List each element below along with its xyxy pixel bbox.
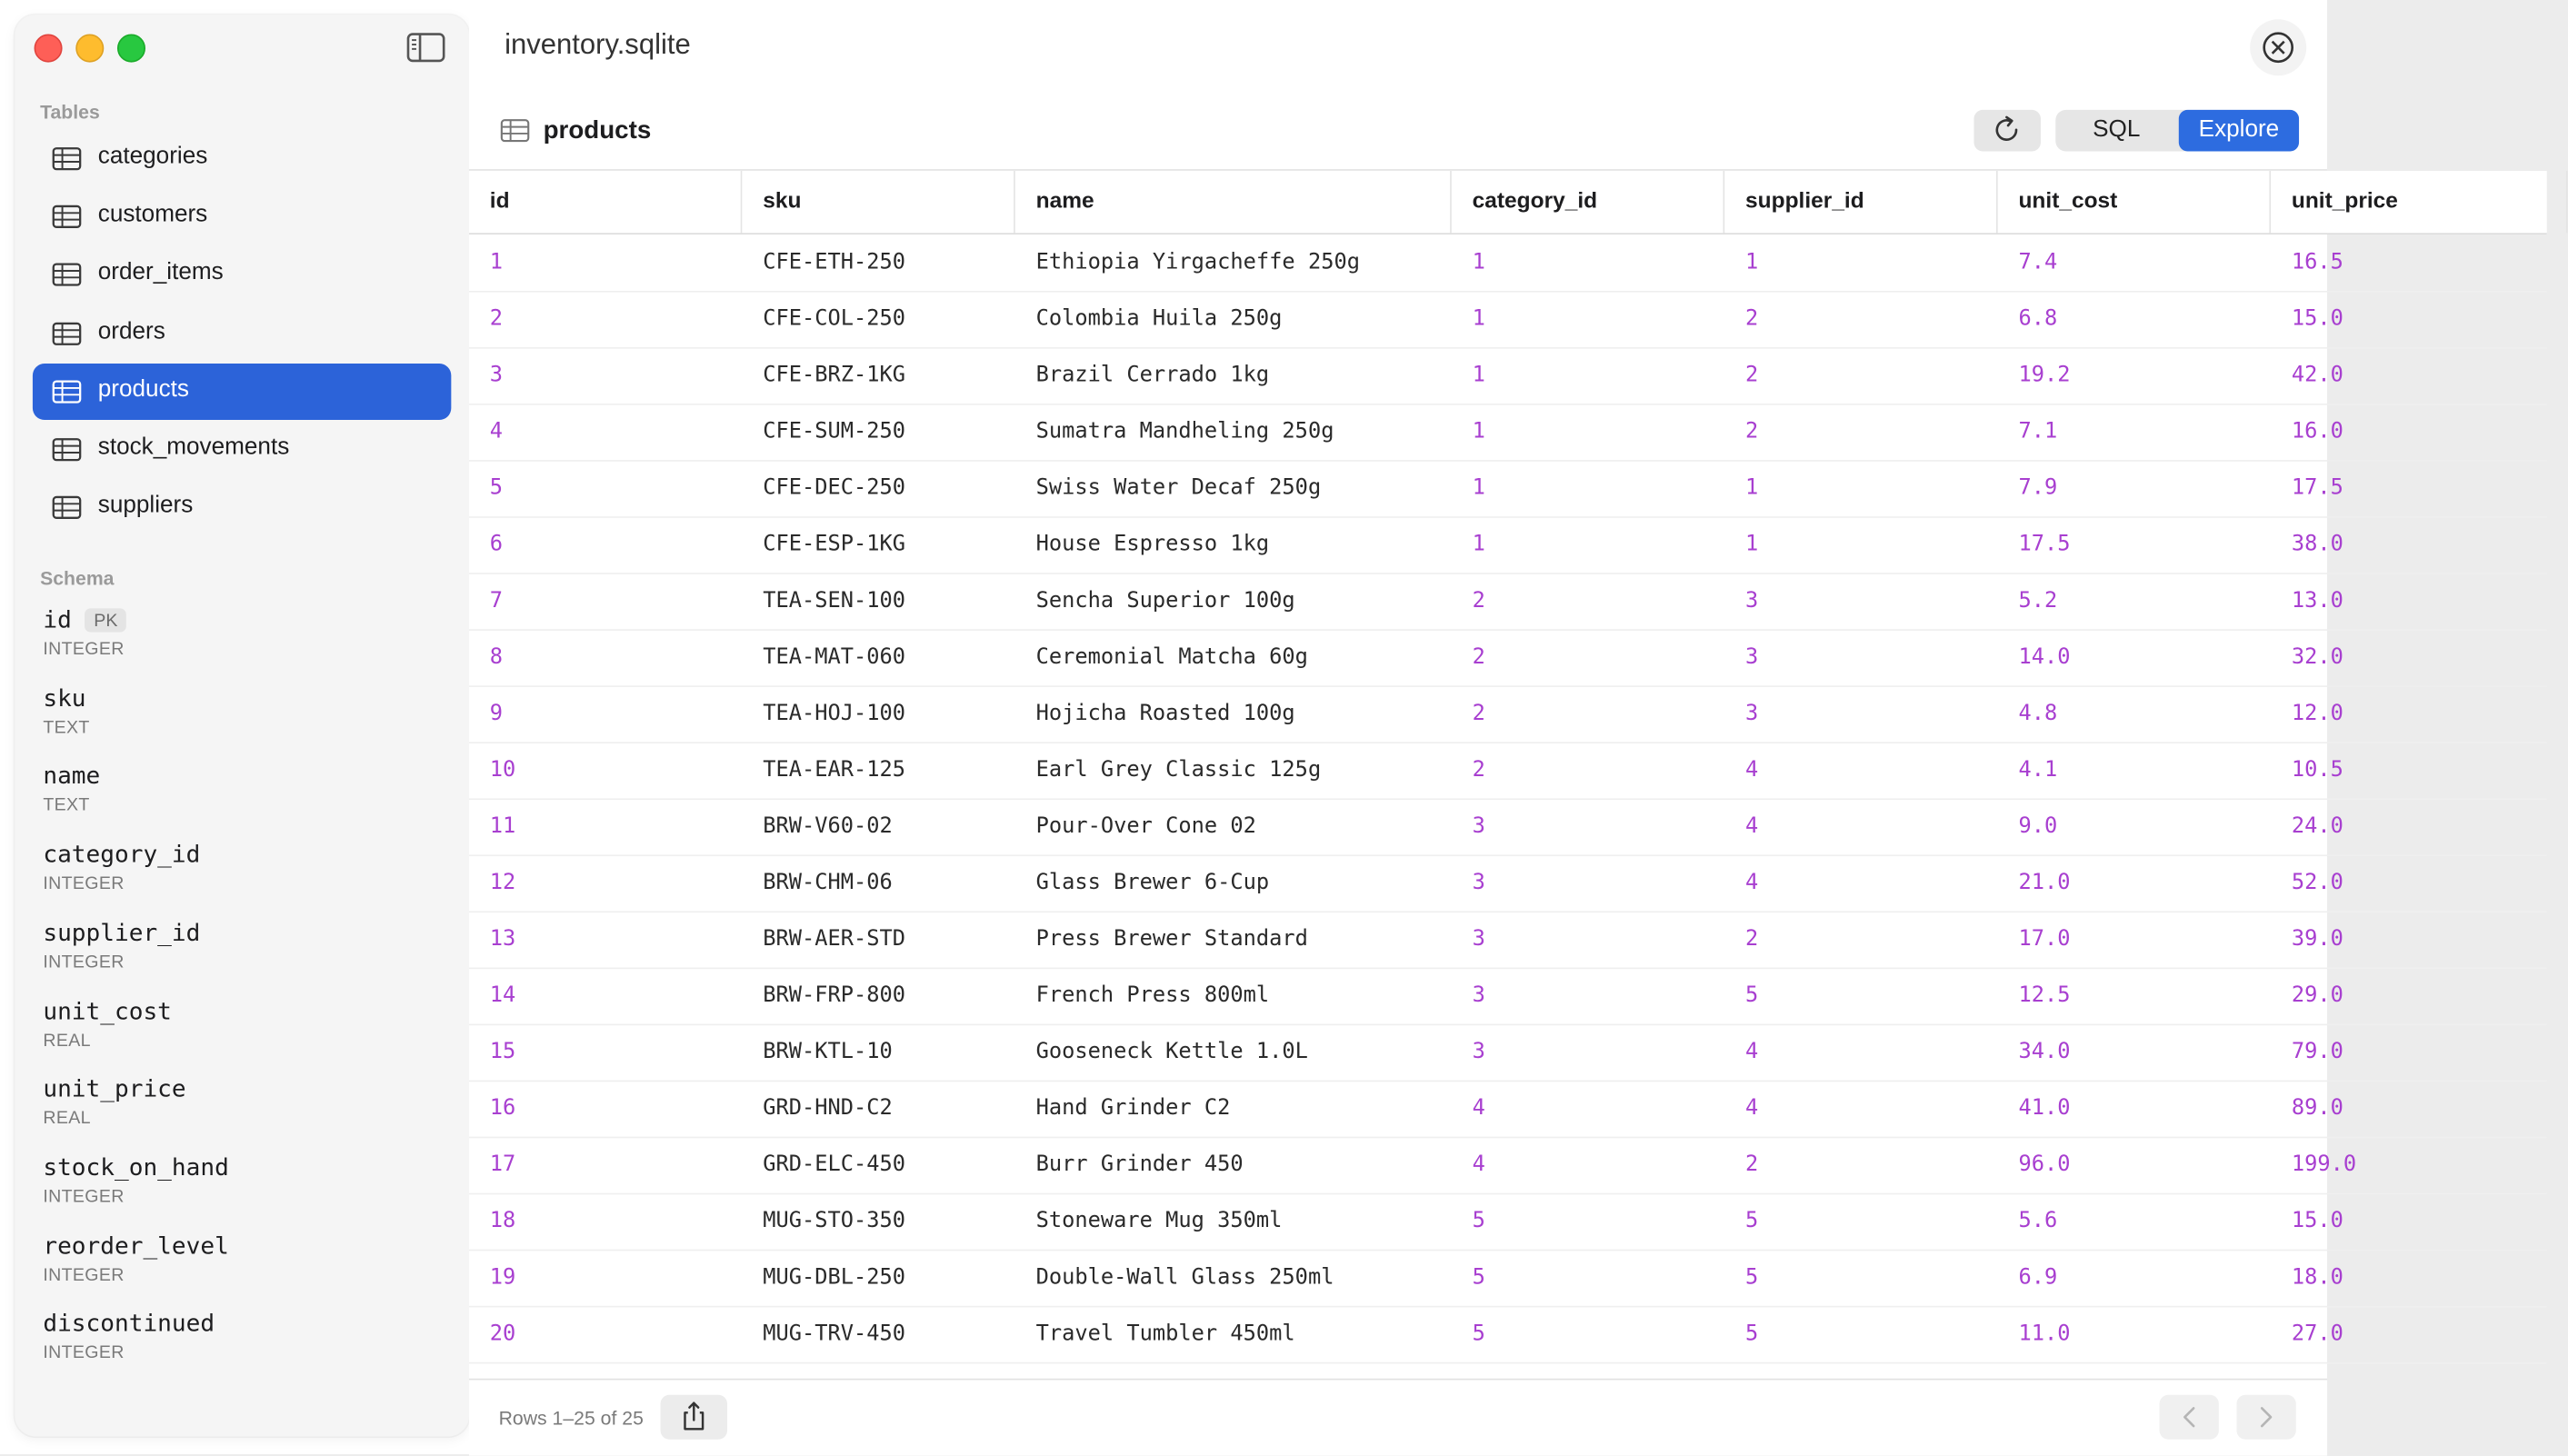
table-row[interactable]: [469, 516, 2547, 574]
cell-unit-cost[interactable]: 11.0: [2018, 1321, 2071, 1346]
cell-unit-price[interactable]: 10.5: [2291, 758, 2343, 783]
cell-id[interactable]: 11: [489, 814, 516, 839]
cell-sku[interactable]: BRW-CHM-06: [763, 871, 893, 895]
schema-column-category-id: [43, 840, 200, 893]
schema-column-name: sku: [43, 683, 86, 713]
cell-id[interactable]: 9: [489, 702, 504, 726]
cell-supplier-id[interactable]: 4: [1745, 758, 1759, 783]
cell-sku[interactable]: MUG-DBL-250: [763, 1265, 905, 1290]
cell-unit-cost[interactable]: 5.6: [2018, 1209, 2058, 1233]
cell-name[interactable]: Gooseneck Kettle 1.0L: [1035, 1040, 1308, 1064]
table-row[interactable]: [469, 742, 2547, 800]
cell-name[interactable]: Colombia Huila 250g: [1035, 306, 1283, 332]
rows-info: Rows 1–25 of 25: [498, 1406, 644, 1430]
schema-column-stock-on-hand: [43, 1152, 228, 1206]
refresh-icon: [1973, 110, 2040, 152]
cell-unit-cost[interactable]: 5.2: [2018, 589, 2058, 613]
sidebar-item-orders[interactable]: [33, 305, 451, 362]
sidebar-item-label: customers: [97, 202, 208, 228]
cell-unit-price[interactable]: 89.0: [2291, 1096, 2343, 1121]
schema-column-type: INTEGER: [43, 1341, 125, 1363]
cell-unit-cost[interactable]: 14.0: [2018, 645, 2071, 670]
schema-column-name: supplier_id: [43, 918, 201, 947]
table-row[interactable]: [469, 798, 2547, 856]
cell-unit-price[interactable]: 199.0: [2291, 1152, 2357, 1177]
cell-unit-price[interactable]: 18.0: [2291, 1265, 2343, 1290]
cell-name[interactable]: Hand Grinder C2: [1035, 1096, 1231, 1121]
tables-section-label: Tables: [40, 101, 100, 124]
cell-supplier-id[interactable]: 1: [1745, 250, 1759, 275]
column-header-supplier-id[interactable]: supplier_id: [1724, 171, 1997, 234]
footer-bar: [469, 1379, 2327, 1456]
schema-section-label: Schema: [40, 566, 115, 590]
cell-unit-price[interactable]: 79.0: [2291, 1040, 2343, 1064]
schema-column-type: REAL: [43, 1107, 91, 1129]
cell-unit-cost[interactable]: 9.0: [2018, 814, 2058, 839]
schema-column-reorder-level: [43, 1231, 228, 1284]
cell-id[interactable]: 6: [489, 533, 504, 557]
schema-column-type: TEXT: [43, 794, 90, 815]
cell-name[interactable]: Sencha Superior 100g: [1035, 589, 1295, 613]
cell-category-id[interactable]: 2: [1472, 702, 1485, 726]
cell-name[interactable]: Ethiopia Yirgacheffe 250g: [1035, 250, 1360, 275]
cell-id[interactable]: 8: [489, 645, 504, 670]
cell-supplier-id[interactable]: 5: [1745, 1321, 1759, 1346]
cell-unit-price[interactable]: 38.0: [2291, 533, 2343, 557]
cell-supplier-id[interactable]: 2: [1745, 364, 1759, 388]
cell-id[interactable]: 14: [489, 983, 516, 1008]
cell-name[interactable]: Travel Tumbler 450ml: [1035, 1321, 1295, 1346]
cell-name[interactable]: Hojicha Roasted 100g: [1035, 702, 1295, 726]
cell-sku[interactable]: CFE-SUM-250: [763, 420, 905, 444]
cell-id[interactable]: 19: [489, 1265, 516, 1290]
mode-segmented-control: [2055, 110, 2299, 152]
cell-unit-price[interactable]: 24.0: [2291, 814, 2343, 839]
schema-column-name: [43, 762, 100, 815]
sql-mode-button[interactable]: SQL: [2093, 116, 2141, 143]
close-window-button[interactable]: [35, 35, 63, 63]
table-row[interactable]: [469, 573, 2547, 631]
schema-column-type: INTEGER: [43, 1185, 125, 1207]
table-row[interactable]: [469, 460, 2547, 518]
schema-column-type: REAL: [43, 1029, 91, 1051]
schema-column-name: category_id: [43, 840, 201, 869]
cell-sku[interactable]: TEA-HOJ-100: [763, 702, 905, 726]
cell-unit-price[interactable]: 29.0: [2291, 983, 2343, 1008]
cell-unit-cost[interactable]: 7.4: [2018, 250, 2058, 275]
sidebar-item-products[interactable]: [33, 364, 451, 420]
cell-category-id[interactable]: 4: [1472, 1152, 1485, 1177]
close-icon[interactable]: [2250, 19, 2306, 75]
cell-unit-cost[interactable]: 17.5: [2018, 533, 2071, 557]
cell-supplier-id[interactable]: 5: [1745, 983, 1759, 1008]
cell-unit-price[interactable]: 16.5: [2291, 250, 2343, 275]
cell-category-id[interactable]: 2: [1472, 589, 1485, 613]
cell-name[interactable]: French Press 800ml: [1035, 983, 1270, 1008]
sidebar-item-label: categories: [97, 144, 208, 170]
schema-column-sku: [43, 683, 89, 737]
table-row[interactable]: [469, 1193, 2547, 1252]
cell-category-id[interactable]: 5: [1472, 1321, 1485, 1346]
cell-unit-price[interactable]: 12.0: [2291, 702, 2343, 726]
cell-unit-cost[interactable]: 6.8: [2018, 306, 2058, 332]
cell-sku[interactable]: CFE-DEC-250: [763, 476, 905, 501]
table-row[interactable]: [469, 347, 2547, 405]
table-row[interactable]: [469, 629, 2547, 687]
sidebar-item-suppliers[interactable]: [33, 480, 451, 536]
cell-category-id[interactable]: 1: [1472, 533, 1485, 557]
table-row[interactable]: [469, 685, 2547, 743]
cell-supplier-id[interactable]: 5: [1745, 1209, 1759, 1233]
main-panel: [469, 0, 2398, 1454]
schema-column-type: INTEGER: [43, 873, 125, 894]
cell-sku[interactable]: TEA-MAT-060: [763, 645, 905, 670]
cell-name[interactable]: Swiss Water Decaf 250g: [1035, 476, 1322, 501]
schema-column-supplier-id: [43, 918, 200, 972]
schema-column-id: [43, 605, 126, 659]
cell-sku[interactable]: BRW-AER-STD: [763, 927, 905, 952]
schema-column-name: unit_cost: [43, 996, 172, 1025]
export-button[interactable]: [661, 1395, 727, 1440]
sidebar-item-label: products: [97, 376, 189, 403]
sidebar-item-label: order_items: [97, 260, 224, 286]
next-page-button[interactable]: [2236, 1395, 2295, 1440]
sidebar-item-customers[interactable]: [33, 189, 451, 245]
cell-sku[interactable]: GRD-HND-C2: [763, 1096, 893, 1121]
cell-supplier-id[interactable]: 2: [1745, 927, 1759, 952]
schema-column-name: id: [43, 605, 72, 634]
cell-unit-cost[interactable]: 21.0: [2018, 871, 2071, 895]
table-icon: [500, 119, 530, 143]
cell-category-id[interactable]: 3: [1472, 983, 1485, 1008]
cell-category-id[interactable]: 4: [1472, 1096, 1485, 1121]
cell-unit-price[interactable]: 27.0: [2291, 1321, 2343, 1346]
table-row[interactable]: [469, 968, 2547, 1026]
cell-unit-price[interactable]: 42.0: [2291, 364, 2343, 388]
table-row[interactable]: [469, 1081, 2547, 1139]
table-icon: [52, 205, 82, 229]
table-icon: [52, 438, 82, 462]
cell-id[interactable]: 20: [489, 1321, 516, 1346]
cell-sku[interactable]: CFE-ESP-1KG: [763, 533, 905, 557]
cell-supplier-id[interactable]: 1: [1745, 533, 1759, 557]
cell-supplier-id[interactable]: 2: [1745, 306, 1759, 332]
chevron-right-icon: [2236, 1395, 2295, 1440]
cell-unit-cost[interactable]: 34.0: [2018, 1040, 2071, 1064]
schema-column-unit-price: [43, 1074, 185, 1128]
table-row[interactable]: [469, 291, 2547, 349]
cell-unit-price[interactable]: 32.0: [2291, 645, 2343, 670]
sidebar-item-label: suppliers: [97, 493, 194, 519]
zoom-window-button[interactable]: [117, 35, 145, 63]
cell-supplier-id[interactable]: 4: [1745, 1096, 1759, 1121]
cell-name[interactable]: Earl Grey Classic 125g: [1035, 758, 1322, 783]
cell-sku[interactable]: TEA-SEN-100: [763, 589, 905, 613]
cell-unit-cost[interactable]: 96.0: [2018, 1152, 2071, 1177]
schema-column-type: INTEGER: [43, 1263, 125, 1285]
sidebar-item-categories[interactable]: [33, 131, 451, 187]
cell-sku[interactable]: BRW-KTL-10: [763, 1040, 893, 1064]
cell-name[interactable]: Pour-Over Cone 02: [1035, 814, 1256, 839]
cell-category-id[interactable]: 1: [1472, 420, 1485, 444]
schema-column-name: name: [43, 762, 101, 791]
table-row[interactable]: [469, 1024, 2547, 1082]
cell-name[interactable]: Ceremonial Matcha 60g: [1035, 645, 1308, 670]
cell-category-id[interactable]: 1: [1472, 306, 1485, 332]
cell-category-id[interactable]: 2: [1472, 758, 1485, 783]
cell-category-id[interactable]: 3: [1472, 927, 1485, 952]
column-header-id[interactable]: id: [469, 171, 742, 234]
cell-category-id[interactable]: 3: [1472, 871, 1485, 895]
cell-sku[interactable]: CFE-BRZ-1KG: [763, 364, 905, 388]
cell-sku[interactable]: MUG-TRV-450: [763, 1321, 905, 1346]
cell-id[interactable]: 18: [489, 1209, 516, 1233]
cell-category-id[interactable]: 2: [1472, 645, 1485, 670]
cell-id[interactable]: 13: [489, 927, 516, 952]
schema-column-type: TEXT: [43, 716, 90, 737]
cell-supplier-id[interactable]: 1: [1745, 476, 1759, 501]
table-icon: [52, 380, 82, 404]
table-row[interactable]: [469, 1137, 2547, 1195]
cell-name[interactable]: Press Brewer Standard: [1035, 927, 1308, 952]
current-table-name: products: [543, 115, 652, 145]
cell-id[interactable]: 17: [489, 1152, 516, 1177]
table-row[interactable]: [469, 1306, 2547, 1364]
cell-unit-cost[interactable]: 6.9: [2018, 1265, 2058, 1290]
cell-id[interactable]: 12: [489, 871, 516, 895]
cell-id[interactable]: 2: [489, 306, 504, 332]
cell-unit-price[interactable]: 17.5: [2291, 476, 2343, 501]
cell-unit-price[interactable]: 39.0: [2291, 927, 2343, 952]
previous-page-button[interactable]: [2160, 1395, 2219, 1440]
cell-name[interactable]: Glass Brewer 6-Cup: [1035, 871, 1270, 895]
cell-supplier-id[interactable]: 4: [1745, 1040, 1759, 1064]
schema-column-discontinued: [43, 1310, 215, 1363]
column-header-sku[interactable]: sku: [742, 171, 1014, 234]
cell-unit-cost[interactable]: 7.1: [2018, 420, 2058, 444]
table-row[interactable]: [469, 234, 2547, 293]
cell-supplier-id[interactable]: 2: [1745, 1152, 1759, 1177]
table-row[interactable]: [469, 1250, 2547, 1308]
cell-unit-price[interactable]: 15.0: [2291, 306, 2343, 332]
schema-column-name: discontinued: [43, 1309, 215, 1338]
cell-sku[interactable]: MUG-STO-350: [763, 1209, 905, 1233]
cell-unit-cost[interactable]: 19.2: [2018, 364, 2071, 388]
sidebar-item-label: stock_movements: [97, 434, 290, 461]
cell-supplier-id[interactable]: 3: [1745, 589, 1759, 613]
cell-unit-price[interactable]: 13.0: [2291, 589, 2343, 613]
refresh-button[interactable]: [1973, 110, 2040, 152]
cell-supplier-id[interactable]: 4: [1745, 814, 1759, 839]
cell-category-id[interactable]: 1: [1472, 476, 1485, 501]
table-icon: [52, 496, 82, 520]
column-header-name[interactable]: name: [1015, 171, 1452, 234]
cell-id[interactable]: 7: [489, 589, 504, 613]
cell-name[interactable]: Burr Grinder 450: [1035, 1152, 1244, 1177]
cell-unit-cost[interactable]: 4.1: [2018, 758, 2058, 783]
schema-column-name: reorder_level: [43, 1231, 229, 1260]
schema-column-type: INTEGER: [43, 951, 125, 972]
schema-column-type: INTEGER: [43, 638, 125, 659]
cell-name[interactable]: Brazil Cerrado 1kg: [1035, 364, 1270, 388]
explore-mode-button[interactable]: Explore: [2179, 110, 2299, 152]
cell-id[interactable]: 16: [489, 1096, 516, 1121]
table-row[interactable]: [469, 911, 2547, 969]
cell-sku[interactable]: TEA-EAR-125: [763, 758, 905, 783]
data-grid[interactable]: [469, 169, 2398, 1380]
cell-unit-cost[interactable]: 12.5: [2018, 983, 2071, 1008]
cell-unit-price[interactable]: 52.0: [2291, 871, 2343, 895]
sidebar-item-label: orders: [97, 318, 165, 344]
cell-supplier-id[interactable]: 4: [1745, 871, 1759, 895]
share-icon: [661, 1395, 727, 1440]
chevron-left-icon: [2160, 1395, 2219, 1440]
cell-unit-cost[interactable]: 17.0: [2018, 927, 2071, 952]
sidebar-item-order-items[interactable]: [33, 247, 451, 304]
table-icon: [52, 264, 82, 287]
schema-column-name: unit_price: [43, 1074, 186, 1103]
sidebar: [15, 15, 469, 1436]
cell-id[interactable]: 10: [489, 758, 516, 783]
cell-supplier-id[interactable]: 3: [1745, 702, 1759, 726]
cell-id[interactable]: 4: [489, 420, 504, 444]
cell-unit-cost[interactable]: 4.8: [2018, 702, 2058, 726]
cell-supplier-id[interactable]: 5: [1745, 1265, 1759, 1290]
minimize-window-button[interactable]: [75, 35, 104, 63]
cell-category-id[interactable]: 1: [1472, 250, 1485, 275]
cell-name[interactable]: Sumatra Mandheling 250g: [1035, 420, 1334, 444]
cell-id[interactable]: 5: [489, 476, 504, 501]
table-row[interactable]: [469, 854, 2547, 912]
cell-sku[interactable]: CFE-COL-250: [763, 306, 905, 332]
table-icon: [52, 147, 82, 171]
cell-supplier-id[interactable]: 3: [1745, 645, 1759, 670]
primary-key-badge: PK: [85, 608, 126, 632]
cell-unit-cost[interactable]: 7.9: [2018, 476, 2058, 501]
cell-unit-cost[interactable]: 41.0: [2018, 1096, 2071, 1121]
sidebar-item-stock-movements[interactable]: [33, 422, 451, 478]
cell-id[interactable]: 15: [489, 1040, 516, 1064]
cell-name[interactable]: House Espresso 1kg: [1035, 533, 1270, 557]
cell-sku[interactable]: BRW-FRP-800: [763, 983, 905, 1008]
schema-column-unit-cost: [43, 996, 172, 1050]
cell-unit-price[interactable]: 15.0: [2291, 1209, 2343, 1233]
cell-name[interactable]: Double-Wall Glass 250ml: [1035, 1265, 1334, 1290]
cell-category-id[interactable]: 5: [1472, 1265, 1485, 1290]
cell-id[interactable]: 3: [489, 364, 504, 388]
cell-unit-price[interactable]: 16.0: [2291, 420, 2343, 444]
sidebar-toggle-icon[interactable]: [406, 33, 445, 63]
schema-column-name: stock_on_hand: [43, 1152, 229, 1182]
column-header-unit-cost[interactable]: unit_cost: [1998, 171, 2271, 234]
cell-name[interactable]: Stoneware Mug 350ml: [1035, 1209, 1283, 1233]
grid-header: [469, 171, 2547, 234]
column-header-unit-price[interactable]: unit_price: [2271, 171, 2568, 234]
cell-sku[interactable]: GRD-ELC-450: [763, 1152, 905, 1177]
cell-category-id[interactable]: 3: [1472, 814, 1485, 839]
cell-category-id[interactable]: 5: [1472, 1209, 1485, 1233]
cell-id[interactable]: 1: [489, 250, 504, 275]
cell-sku[interactable]: CFE-ETH-250: [763, 250, 905, 275]
cell-category-id[interactable]: 1: [1472, 364, 1485, 388]
table-icon: [52, 322, 82, 345]
cell-sku[interactable]: BRW-V60-02: [763, 814, 893, 839]
table-row[interactable]: [469, 404, 2547, 462]
cell-supplier-id[interactable]: 2: [1745, 420, 1759, 444]
window-title: inventory.sqlite: [505, 29, 691, 61]
cell-category-id[interactable]: 3: [1472, 1040, 1485, 1064]
column-header-category-id[interactable]: category_id: [1452, 171, 1724, 234]
